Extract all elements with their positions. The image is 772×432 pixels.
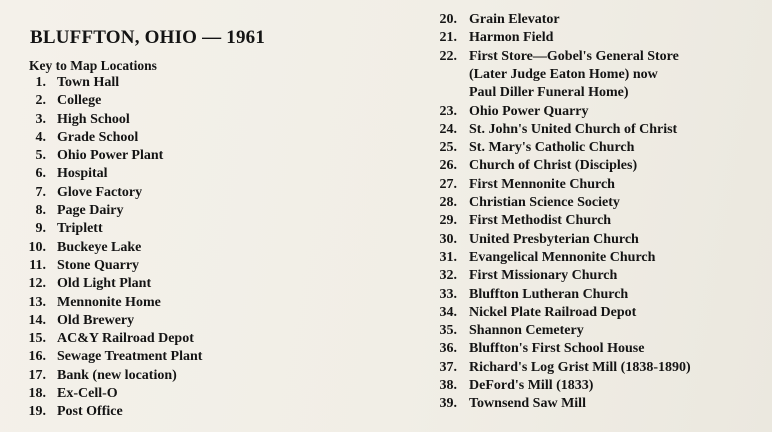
item-number: 4. — [35, 129, 46, 145]
item-number: 21. — [439, 30, 457, 46]
item-label: Bluffton Lutheran Church — [469, 286, 629, 302]
item-number: 3. — [35, 111, 46, 127]
list-item — [0, 286, 772, 304]
item-number: 25. — [439, 140, 457, 156]
item-number: 13. — [28, 294, 46, 310]
item-label: Townsend Saw Mill — [469, 396, 586, 412]
list-item — [0, 359, 772, 377]
item-label: Church of Christ (Disciples) — [469, 158, 638, 174]
item-label: AC&Y Railroad Depot — [57, 331, 194, 347]
item-number: 18. — [28, 386, 46, 402]
item-number: 16. — [28, 349, 46, 365]
item-label: Ohio Power Plant — [57, 148, 164, 164]
item-number: 17. — [28, 367, 46, 383]
item-number: 12. — [28, 276, 46, 292]
item-number: 6. — [35, 166, 46, 182]
item-label: Shannon Cemetery — [469, 323, 584, 339]
list-item — [0, 304, 772, 322]
item-label: Nickel Plate Railroad Depot — [469, 304, 637, 320]
item-number: 33. — [439, 286, 457, 302]
item-label: Mennonite Home — [57, 294, 161, 310]
list-item — [0, 139, 772, 157]
item-label: Stone Quarry — [57, 257, 140, 273]
item-label: Post Office — [57, 404, 123, 420]
item-number: 24. — [439, 121, 457, 137]
item-number: 9. — [35, 221, 46, 237]
item-number: 31. — [439, 249, 457, 265]
item-label: High School — [57, 111, 130, 127]
item-number: 37. — [439, 359, 457, 375]
item-number: 23. — [439, 103, 457, 119]
item-number: 32. — [439, 268, 457, 284]
item-label: Bank (new location) — [57, 367, 177, 383]
item-label: Grain Elevator — [469, 12, 560, 27]
list-item — [0, 194, 772, 212]
item-label: Grade School — [57, 129, 139, 145]
list-item — [0, 231, 772, 249]
item-label-line: First Store—Gobel's General Store — [469, 48, 679, 64]
page-title: BLUFFTON, OHIO — 1961 — [30, 27, 266, 48]
item-number: 36. — [439, 341, 457, 357]
item-label: College — [57, 93, 102, 109]
item-label-line: Paul Diller Funeral Home) — [469, 85, 629, 101]
list-item — [0, 103, 772, 121]
list-item — [0, 157, 772, 175]
item-label: Harmon Field — [469, 30, 554, 46]
list-item — [0, 212, 772, 230]
item-number: 29. — [439, 213, 457, 229]
item-number: 30. — [439, 231, 457, 247]
item-label: First Mennonite Church — [469, 176, 615, 192]
item-number: 27. — [439, 176, 457, 192]
item-label: First Methodist Church — [469, 213, 612, 229]
item-label: Ohio Power Quarry — [469, 103, 589, 119]
item-label-line: (Later Judge Eaton Home) now — [469, 66, 658, 82]
item-label: St. John's United Church of Christ — [469, 121, 678, 137]
item-label: Hospital — [57, 166, 108, 182]
item-number: 14. — [28, 312, 46, 328]
item-label: Triplett — [57, 221, 103, 237]
item-number: 26. — [439, 158, 457, 174]
list-item — [0, 176, 772, 194]
list-item — [0, 322, 772, 340]
item-label: First Missionary Church — [469, 268, 618, 284]
item-label: Sewage Treatment Plant — [57, 349, 203, 365]
item-number: 7. — [35, 184, 46, 200]
item-label: Buckeye Lake — [57, 239, 142, 255]
item-number: 39. — [439, 396, 457, 412]
item-label: Glove Factory — [57, 184, 143, 200]
item-label: Christian Science Society — [469, 195, 620, 211]
item-label: Town Hall — [57, 75, 120, 90]
item-number: 8. — [35, 203, 46, 219]
item-label: Old Brewery — [57, 312, 135, 328]
list-item — [0, 11, 772, 29]
item-number: 5. — [35, 148, 46, 164]
list-item — [0, 29, 772, 47]
list-item — [0, 48, 772, 103]
item-label: Bluffton's First School House — [469, 341, 645, 357]
item-label: Page Dairy — [57, 203, 124, 219]
list-item — [0, 121, 772, 139]
item-label: United Presbyterian Church — [469, 231, 639, 247]
item-number: 11. — [29, 257, 46, 273]
key-heading: Key to Map Locations — [29, 58, 157, 73]
item-number: 19. — [28, 404, 46, 420]
item-label: Ex-Cell-O — [57, 386, 118, 402]
list-item — [0, 267, 772, 285]
item-number: 34. — [439, 304, 457, 320]
list-item — [0, 377, 772, 395]
item-number: 10. — [28, 239, 46, 255]
item-label: St. Mary's Catholic Church — [469, 140, 635, 156]
item-number: 2. — [35, 93, 46, 109]
item-label-multiline — [469, 48, 679, 103]
list-item — [0, 340, 772, 358]
item-number: 15. — [28, 331, 46, 347]
item-number: 22. — [439, 48, 457, 64]
item-number: 20. — [439, 12, 457, 27]
item-label: Evangelical Mennonite Church — [469, 249, 656, 265]
item-label: Richard's Log Grist Mill (1838-1890) — [469, 359, 691, 375]
item-number: 38. — [439, 378, 457, 394]
item-number: 28. — [439, 195, 457, 211]
item-label: Old Light Plant — [57, 276, 152, 292]
item-number: 1. — [35, 75, 46, 90]
list-item — [0, 249, 772, 267]
item-label: DeFord's Mill (1833) — [469, 378, 594, 394]
item-number: 35. — [439, 323, 457, 339]
map-key-list-right — [0, 11, 772, 414]
list-item — [0, 395, 772, 413]
